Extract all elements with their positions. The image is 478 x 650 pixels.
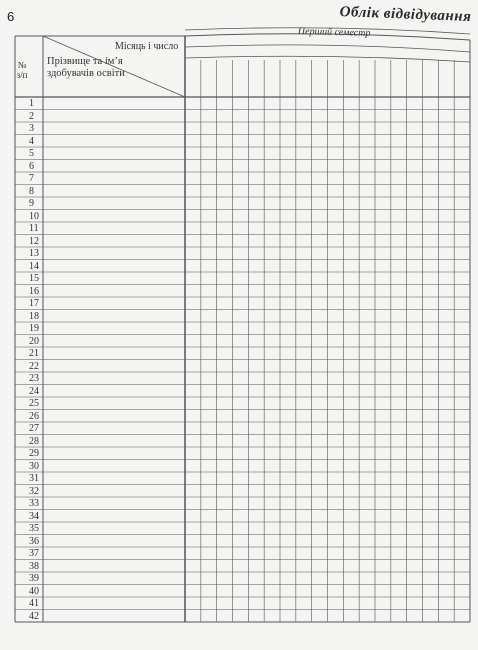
- row-number: 18: [29, 310, 39, 322]
- row-number: 13: [29, 248, 39, 259]
- page-title: Облік відвідування: [339, 4, 472, 26]
- row-number: 1: [29, 98, 34, 109]
- row-number: 19: [29, 323, 39, 334]
- row-number: 8: [29, 185, 34, 197]
- row-number: 14: [29, 260, 39, 272]
- month-day-label: Місяць і число: [115, 41, 179, 52]
- row-number: 24: [29, 385, 39, 397]
- row-number: 20: [29, 335, 39, 347]
- row-number: 36: [29, 535, 39, 547]
- row-number: 28: [29, 435, 39, 447]
- row-number: 35: [29, 523, 39, 534]
- row-number: 25: [29, 398, 39, 409]
- row-number: 23: [29, 373, 39, 384]
- student-name-header: Прізвище та ім’я здобувачів освіти: [47, 56, 125, 79]
- row-number: 9: [29, 198, 34, 209]
- row-number: 3: [29, 123, 34, 134]
- row-number: 38: [29, 560, 39, 572]
- row-number: 42: [29, 610, 39, 622]
- page-number: 6: [7, 9, 15, 24]
- row-number: 6: [29, 160, 34, 172]
- row-number: 32: [29, 485, 39, 497]
- row-number: 15: [29, 273, 39, 284]
- row-number: 33: [29, 498, 39, 509]
- row-number: 29: [29, 448, 39, 459]
- row-number: 5: [29, 148, 34, 159]
- row-number: 4: [29, 135, 34, 147]
- row-number-header: № з/п: [16, 60, 28, 80]
- row-number: 26: [29, 410, 39, 422]
- semester-label: Перший семестр: [297, 26, 371, 39]
- row-number: 30: [29, 460, 39, 472]
- row-number: 39: [29, 573, 39, 584]
- row-number: 37: [29, 548, 39, 559]
- semester-underline: [185, 45, 470, 52]
- row-number: 11: [29, 223, 39, 234]
- row-number: 40: [29, 585, 39, 597]
- row-number: 10: [29, 210, 39, 222]
- row-number: 34: [29, 510, 39, 522]
- row-number: 22: [29, 360, 39, 372]
- row-number: 27: [29, 423, 39, 434]
- row-number: 16: [29, 285, 39, 297]
- row-number: 41: [29, 598, 39, 609]
- row-number: 2: [29, 110, 34, 122]
- row-number: 17: [29, 298, 39, 309]
- row-number: 7: [29, 173, 34, 184]
- row-number: 12: [29, 235, 39, 247]
- row-number: 31: [29, 473, 39, 484]
- row-number: 21: [29, 348, 39, 359]
